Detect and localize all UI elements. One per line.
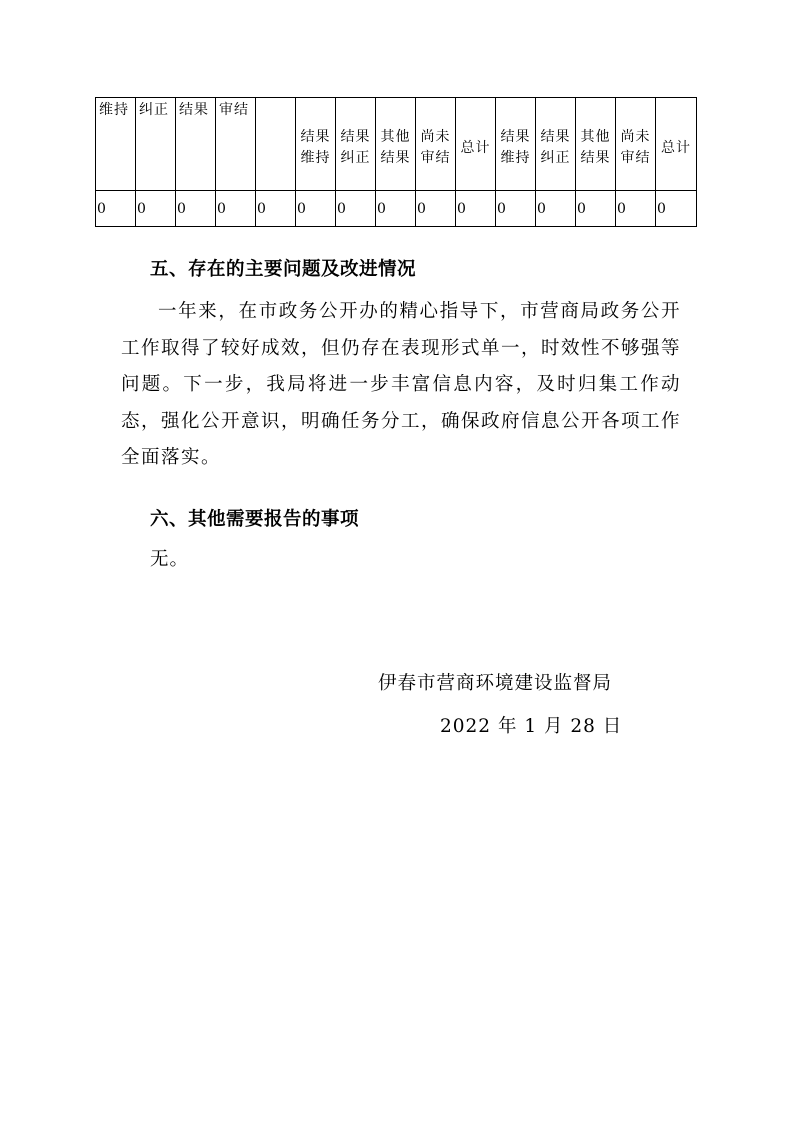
- table-cell: 0: [456, 191, 496, 227]
- table-cell: 0: [616, 191, 656, 227]
- table-cell: 0: [296, 191, 336, 227]
- section-five-paragraph: 一年来，在市政务公开办的精心指导下，市营商局政务公开工作取得了较好成效，但仍存在表现形式单一，时效性不够强等问题。下一步，我局将进一步丰富信息内容，及时归集工作动态，强化公开意识，明确任务分工，确保政府信息公开各项工作全面落实。: [121, 301, 682, 468]
- table-header-cell: 结果纠正: [336, 98, 376, 191]
- signature-organization: 伊春市营商环境建设监督局: [378, 673, 613, 694]
- signature-date: 2022 年 1 月 28 日: [440, 716, 623, 737]
- table-header-cell: 纠正: [136, 98, 176, 191]
- admin-review-stats-table: [95, 97, 697, 227]
- table-cell: 0: [176, 191, 216, 227]
- table-cell: 0: [136, 191, 176, 227]
- table-header-cell: 总计: [656, 98, 697, 191]
- table-cell: 0: [256, 191, 296, 227]
- table-cell: 0: [216, 191, 256, 227]
- table-header-cell: 审结: [216, 98, 256, 191]
- table-cell: 0: [496, 191, 536, 227]
- table-header-cell-empty: [256, 98, 296, 191]
- table-header-row: [96, 98, 697, 191]
- table-header-cell: 结果维持: [296, 98, 336, 191]
- table-header-cell: 尚未审结: [416, 98, 456, 191]
- table-header-cell: 结果纠正: [536, 98, 576, 191]
- table-cell: 0: [376, 191, 416, 227]
- table-cell: 0: [416, 191, 456, 227]
- table-header-cell: 维持: [96, 98, 136, 191]
- table-header-cell: 结果维持: [496, 98, 536, 191]
- section-five-heading: 五、存在的主要问题及改进情况: [150, 259, 417, 280]
- table-cell: 0: [96, 191, 136, 227]
- table-header-cell: 其他结果: [376, 98, 416, 191]
- table-header-cell: 其他结果: [576, 98, 616, 191]
- table-header-cell: 总计: [456, 98, 496, 191]
- section-six-heading: 六、其他需要报告的事项: [150, 509, 360, 530]
- table-values-row: [96, 191, 697, 227]
- section-six-content: 无。: [150, 549, 190, 570]
- table-header-cell: 结果: [176, 98, 216, 191]
- table-cell: 0: [336, 191, 376, 227]
- table-cell: 0: [536, 191, 576, 227]
- table-cell: 0: [656, 191, 697, 227]
- table-cell: 0: [576, 191, 616, 227]
- table-header-cell: 尚未审结: [616, 98, 656, 191]
